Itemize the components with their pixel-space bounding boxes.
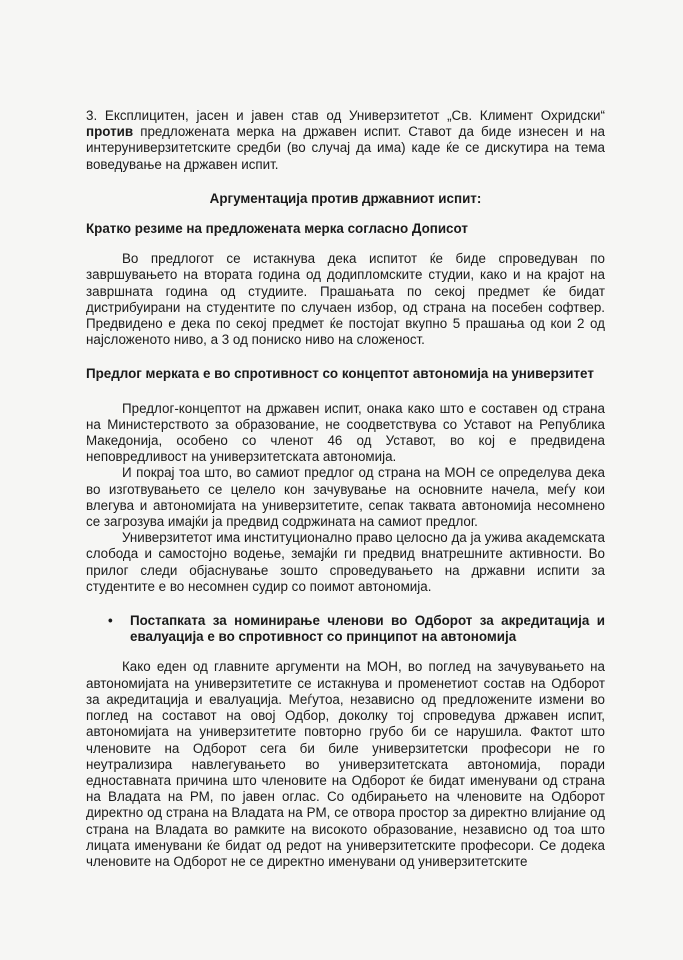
paragraph-point-3 <box>86 108 605 173</box>
paragraph-autonomy-1: Предлог-концептот на државен испит, онака како што е составен од страна на Министерството за образование, не соодветствува со Уставот на Република Македонија, особено со членот 46 од Уставот, во кој е предвидена неповредливост на универзитетската автономија. <box>86 400 605 465</box>
heading-summary: Кратко резиме на предложената мерка согласно Дописот <box>86 221 468 237</box>
paragraph-autonomy-3: Универзитетот има институционално право целосно да ја ужива академската слобода и самостојно водење, земајќи ги предвид внатрешните активности. Во прилог следи објаснување зошто спроведувањето на државни испити за студентите е во несомнен судир со поимот автономија. <box>86 530 605 594</box>
heading-autonomy: Предлог мерката е во спротивност со концептот автономија на универзитет <box>86 366 594 382</box>
point-3-text-start: 3. Експлицитен, јасен и јавен став од Универзитетот „Св. Климент Охридски“ <box>86 108 605 123</box>
paragraph-accreditation: Како еден од главните аргументи на МОН, во поглед на зачувувањето на автономијата на универзитетите се истакнува и променетиот состав на Одборот за акредитација и евалуација. Меѓутоа, независно од предложените измени во поглед на составот на овој Одбор, доколку тој спроведува државен испит, автономијата на универзитетите повторно грубо би се нарушила. Фактот што членовите на Одборот сега би биле универзитетски професори не го неутрализира навлегувањето во универзитетската автономија, поради едноставната причина што членовите на Одборот ќе бидат именувани од страна на Владата на РМ, по јавен оглас. Со одбирањето на членовите на Одборот директно од страна на Владата на РМ, се отвора простор за директно влијание од страна на Владата во рамките на високото образование, независно од тоа што лицата именувани ќе бидат од редот на универзитетските професори. Се додека членовите на Одборот не се директно именувани од универзитетските <box>86 659 605 869</box>
paragraph-autonomy-2: И покрај тоа што, во самиот предлог од страна на МОН се определува дека во изготвувањето се целело кон зачувување на основните начела, меѓу кои влегува и автономијата на универзитетите, сепак таквата автономија несомнено се загрозува имајќи ја предвид содржината на самиот предлог. <box>86 465 605 530</box>
heading-arguments: Аргументација против државниот испит: <box>209 190 482 206</box>
bullet-icon: • <box>108 613 113 629</box>
bullet-heading-accreditation <box>86 613 605 645</box>
bullet-heading-text: Постапката за номинирање членови во Одборот за акредитација и евалуација е во спротивност со принципот на автономија <box>130 613 605 645</box>
paragraph-summary: Во предлогот се истакнува дека испитот ќе биде спроведуван по завршувањето на втората година од додипломските студии, како и на крајот на завршната година од студиите. Прашањата по секој предмет ќе бидат дистрибуирани на студентите по случаен избор, од страна на посебен софтвер. Предвидено е дека по секој предмет ќе постојат вкупно 5 прашања од кои 2 од најсложеното ниво, а 3 од пониско ниво на сложеност. <box>86 251 605 348</box>
point-3-bold-word: против <box>86 124 134 140</box>
point-3-text-end: предложената мерка на државен испит. Ставот да биде изнесен и на интеруниверзитетските средби (во случај да има) каде ќе се дискутира на тема воведување на државен испит. <box>86 124 605 172</box>
